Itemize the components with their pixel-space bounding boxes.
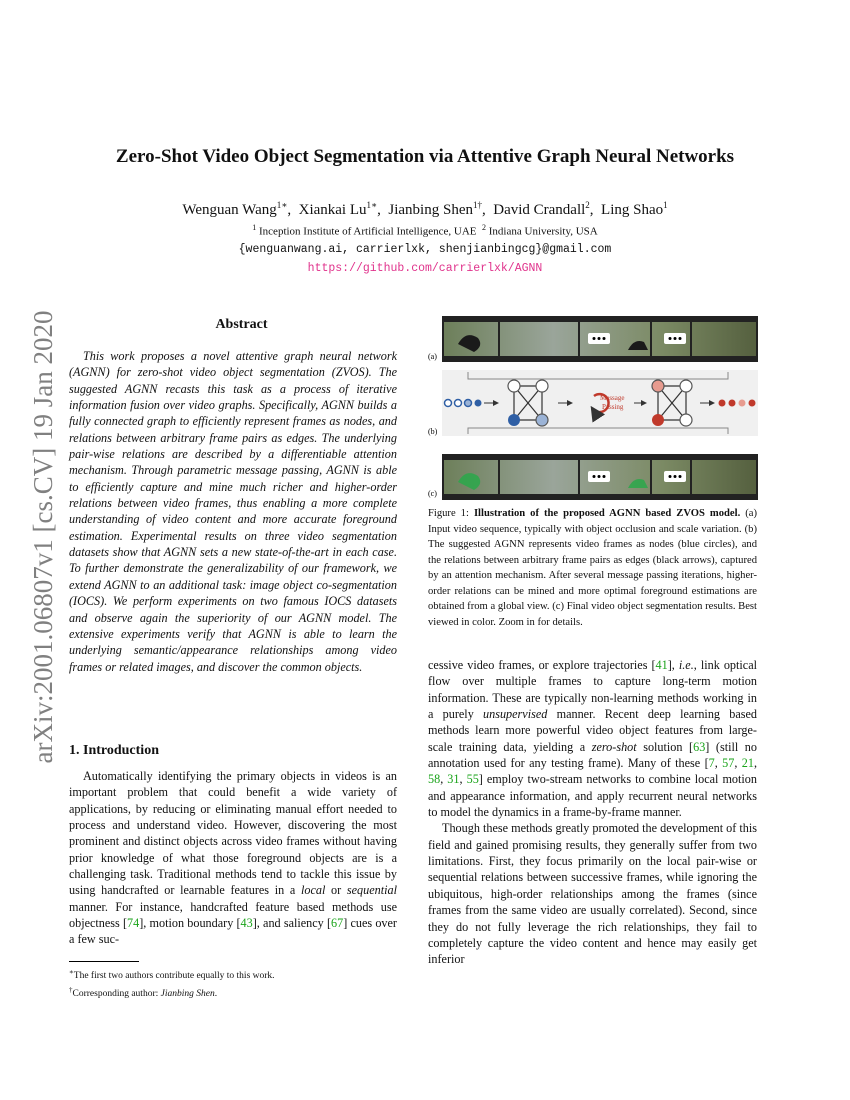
message-label-2: Passing (602, 403, 624, 411)
citation-link[interactable]: 7 (708, 756, 715, 771)
citation-link[interactable]: 57 (722, 756, 735, 771)
footnote-mark: ∗ (69, 968, 74, 976)
footnote-corresponding: †Corresponding author: Jianbing Shen. (69, 986, 218, 1000)
citation-link[interactable]: 74 (127, 916, 140, 931)
citation-link[interactable]: 31 (447, 772, 460, 787)
intro-paragraph-2: cessive video frames, or explore trajectories [41], i.e., link optical flow over multiple frames to capture long-term motion information. These are typically non-learning methods working in a purely unsupervised manner. Recent deep learning based methods learn more powerful video object features from large-scale training data, yielding a zero-shot solution [63] (still no annotation used for any testing frame). Many of these [7, 57, 21, 58, 31, 55] employ two-stream networks to combine local motion and appearance information, and apply recurrent neural networks to model the dynamics in a frame-by-frame manner. (428, 658, 757, 820)
intro-column-right (428, 657, 757, 968)
author-list: Wenguan Wang$^{1∗}$, Xiankai $Lu^{1∗}$, Jianbing Shen$^{1\dagger}$, David Crandall$^2$, Ling Shao$^1$ (182, 200, 668, 218)
author-mark: 1∗ (276, 200, 288, 210)
citation-link[interactable]: 67 (331, 916, 344, 931)
panel-label-a: (a) (428, 352, 437, 361)
citation-link[interactable]: 55 (466, 772, 479, 787)
footnotes (69, 965, 399, 1001)
arxiv-stamp: arXiv:2001.06807v1 [cs.CV] 19 Jan 2020 (28, 310, 58, 764)
footnote-mark: † (69, 986, 73, 995)
affiliation-mark: 1 (252, 223, 257, 232)
panel-label-c: (c) (428, 489, 437, 498)
author-name: David Crandall (493, 202, 586, 218)
input-frames-strip (442, 316, 758, 362)
footnote-rule (69, 961, 139, 962)
intro-paragraph-3: Though these methods greatly promoted the development of this field and gained promising results, they generally suffer from two limitations. First, they focus primarily on the local pair-wise or sequential relations between successive frames, while ignoring the ubiquitous, high-order relationships among the frames (since frames from the same video are usually correlated). Second, since they do not fully leverage the rich relationships, they fail to completely capture the video content and hence may easily get inferior (428, 821, 757, 967)
affiliation: Indiana University, USA (488, 225, 598, 238)
author-mark: 1∗ (366, 200, 378, 210)
caption-label: Figure 1: (428, 508, 469, 519)
author-name: Jianbing Shen (388, 202, 473, 218)
paper-title: Zero-Shot Video Object Segmentation via Attentive Graph Neural Networks (115, 146, 735, 167)
emphasis: zero-shot (591, 739, 637, 754)
emphasis: i.e. (678, 658, 694, 672)
message-label-1: Message (600, 394, 625, 402)
abstract-body (69, 348, 397, 675)
caption-body: (a) Input video sequence, typically with object occlusion and scale variation. (b) The suggested AGNN represents video frames as nodes (blue circles), and the relations between arbitrary frame pairs as edges (black arrows), captured by an attention mechanism. After several message passing iterations, higher-order relations can be mined and more optimal foreground estimations are obtained from a global view. (c) Final video object segmentation results. Best viewed in color. Zoom in for details. (428, 508, 757, 628)
author-mark: 2 (585, 200, 590, 210)
citation-link[interactable]: 63 (693, 739, 706, 754)
code-link[interactable]: https://github.com/carrierlxk/AGNN (307, 262, 543, 275)
abstract-text: This work proposes a novel attentive graph neural network (AGNN) for zero-shot video object segmentation (ZVOS). The suggested AGNN recasts this task as a process of iterative information fusion over video graphs. Specifically, AGNN builds a fully connected graph to efficiently represent frames as nodes, and relations between arbitrary frame pairs as edges. The underlying pair-wise relations are described by a differentiable attention mechanism. Through parametric message passing, AGNN is able to efficiently capture and mine much richer and higher-order relations between video frames, thus enabling a more complete understanding of video content and more accurate foreground estimation. Experimental results on three video segmentation datasets show that AGNN sets a new state-of-the-art in each case. To further demonstrate the generalizability of our framework, we extend AGNN to an additional task: image object co-segmentation (IOCS). We perform experiments on two famous IOCS datasets and observe again the superiority of our AGNN model. The extensive experiments verify that AGNN is able to learn the underlying semantic/appearance relationships among video frames or related images, and discover the common objects. (69, 349, 397, 674)
citation-link[interactable]: 58 (428, 772, 441, 787)
emphasis: unsupervised (483, 707, 548, 722)
author-mark: 1 (663, 200, 668, 210)
citation-link[interactable]: 21 (741, 756, 754, 771)
author-name: Ling Shao (601, 202, 664, 218)
author-emails: {wenguanwang.ai, carrierlxk, shenjianbingcg}@gmail.com (238, 243, 612, 256)
intro-paragraph-1: Automatically identifying the primary objects in videos is an important problem that could benefit a wide variety of applications, by reducing or eliminating manual effort needed to process and understand video. However, discovering the most prominent and distinct objects across video frames without having prior knowledge of what those foreground objects are is a challenging task. Traditional methods tend to tackle this issue by using handcrafted or learnable features in a local or sequential manner. For instance, handcrafted feature based methods use objectness [74], motion boundary [43], and saliency [67] cues over a few suc- (69, 769, 397, 947)
author-name: Xiankai Lu (298, 202, 367, 218)
author-name: Wenguan Wang (182, 202, 277, 218)
introduction-heading: 1. Introduction (69, 743, 159, 758)
affiliation-mark: 2 (482, 223, 487, 232)
abstract-heading: Abstract (215, 317, 268, 332)
figure-1-caption (428, 506, 757, 630)
figure-1 (428, 316, 758, 502)
affiliations (0, 223, 850, 238)
citation-link[interactable]: 41 (655, 658, 668, 672)
caption-title: Illustration of the proposed AGNN based ZVOS model. (473, 508, 741, 519)
emphasis: local (300, 883, 326, 898)
affiliation: Inception Institute of Artificial Intelligence, UAE (259, 225, 477, 238)
panel-label-b: (b) (428, 427, 438, 436)
footnote-equal: ∗The first two authors contribute equally to this work. (69, 968, 275, 982)
emphasis: sequential (346, 883, 397, 898)
citation-link[interactable]: 43 (240, 916, 253, 931)
author-mark: 1† (472, 200, 482, 210)
graph-panel (442, 370, 758, 436)
output-frames-strip (442, 454, 758, 500)
intro-column-left (69, 768, 397, 948)
